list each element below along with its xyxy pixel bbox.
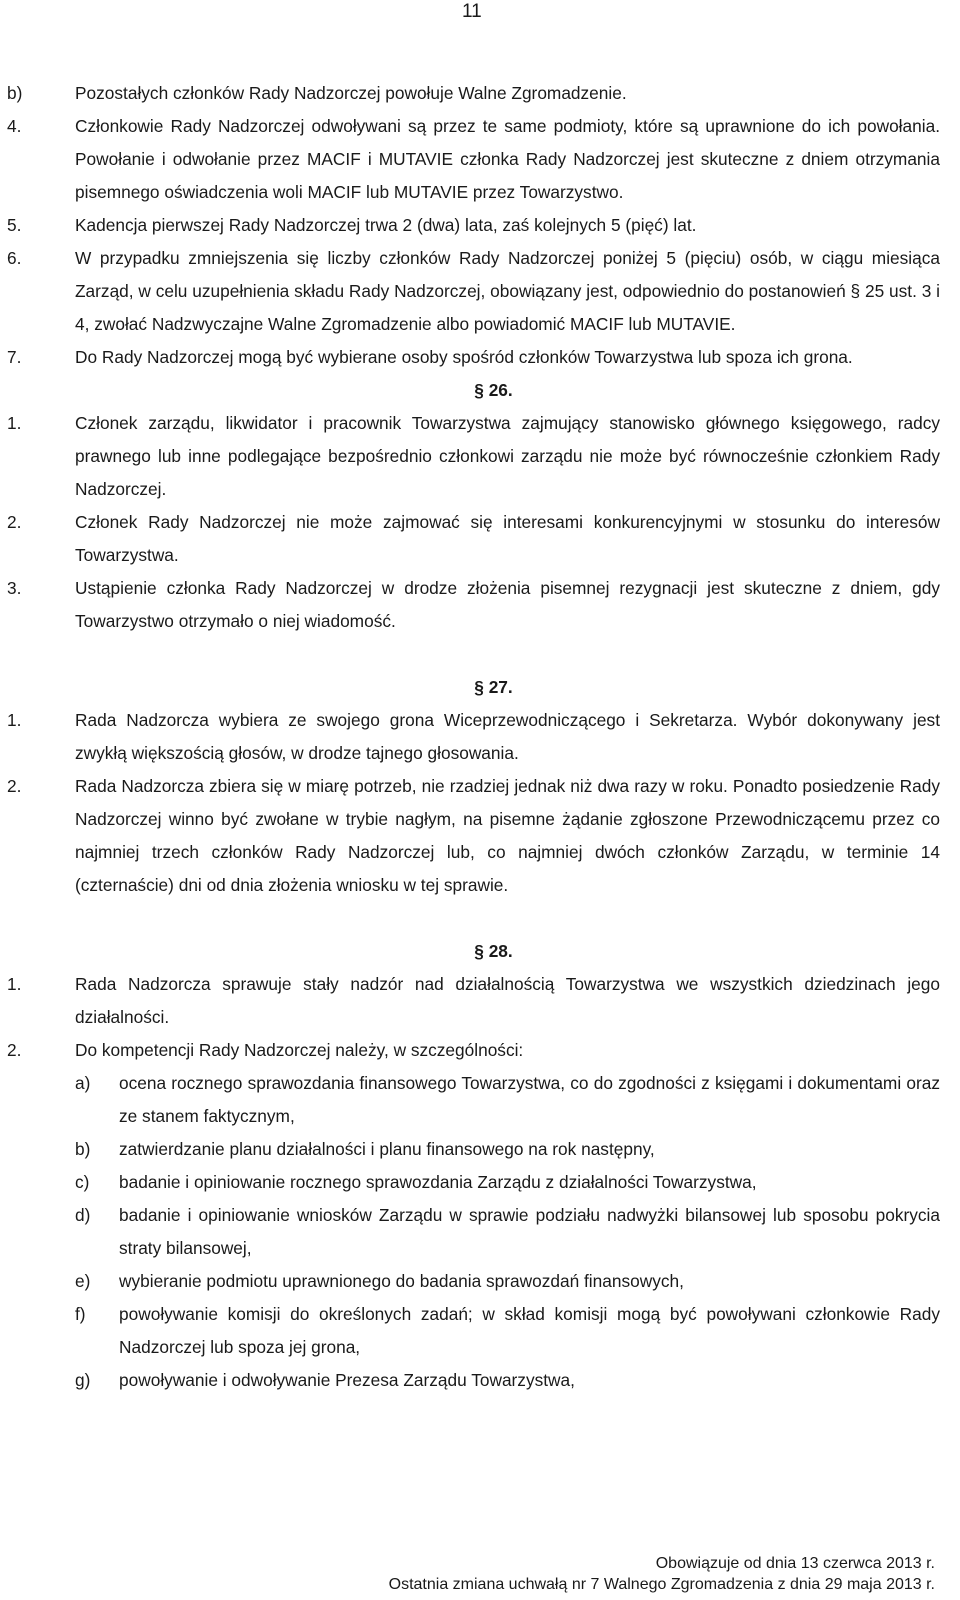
item-text: Rada Nadzorcza zbiera się w miarę potrzeb, nie rzadziej jednak niż dwa razy w roku. Ponadto posiedzenie Rady Nadzorczej winno być zwołane w trybie nagłym, na pisemne żądanie zgłoszone Przewodniczącemu przez co najmniej trzech członków Rady Nadzorczej lub, co najmniej dwóch członków Zarządu, w terminie 14 (czternaście) dni od dnia złożenia wniosku w tej sprawie. [75,776,940,895]
sub-item-text: zatwierdzanie planu działalności i planu finansowego na rok następny, [119,1139,655,1159]
sub-item-text: powoływanie komisji do określonych zadań; w skład komisji mogą być powoływani członkowie Rady Nadzorczej lub spoza jej grona, [119,1304,940,1357]
sub-item-letter: d) [75,1205,91,1225]
list-item [7,77,940,110]
item-number: 3. [7,578,22,598]
page-footer [389,1553,935,1595]
item-text: Do kompetencji Rady Nadzorczej należy, w szczególności: [75,1040,524,1060]
sub-item-text: badanie i opiniowanie wniosków Zarządu w sprawie podziału nadwyżki bilansowej lub sposobu pokrycia straty bilansowej, [119,1205,940,1258]
list-item [7,407,940,506]
page-number: 11 [462,1,482,22]
item-number: 4. [7,116,22,136]
item-number: 2. [7,1040,22,1060]
spacer [7,638,940,671]
sub-item-letter: a) [75,1073,91,1093]
item-text: Członkowie Rady Nadzorczej odwoływani są przez te same podmioty, które są uprawnione do ich powołania. Powołanie i odwołanie przez MACIF i MUTAVIE członka Rady Nadzorczej jest skuteczne z dniem otrzymania pisemnego oświadczenia woli MACIF lub MUTAVIE przez Towarzystwo. [75,116,940,202]
footer-effective-date: Obowiązuje od dnia 13 czerwca 2013 r. [655,1555,935,1572]
item-number: 7. [7,347,22,367]
sub-list-item [7,1166,940,1199]
list-item [7,770,940,902]
sub-list-item [7,1067,940,1133]
document-body [7,77,940,1397]
item-text: Kadencja pierwszej Rady Nadzorczej trwa 2 (dwa) lata, zaś kolejnych 5 (pięć) lat. [75,215,697,235]
sub-item-text: wybieranie podmiotu uprawnionego do badania sprawozdań finansowych, [119,1271,684,1291]
sub-item-text: badanie i opiniowanie rocznego sprawozdania Zarządu z działalności Towarzystwa, [119,1172,757,1192]
item-number: 6. [7,248,22,268]
list-item [7,110,940,209]
item-text: Do Rady Nadzorczej mogą być wybierane osoby spośród członków Towarzystwa lub spoza ich grona. [75,347,853,367]
sub-item-letter: b) [75,1139,91,1159]
sub-list-item [7,1133,940,1166]
sub-item-text: powoływanie i odwoływanie Prezesa Zarządu Towarzystwa, [119,1370,575,1390]
list-item [7,704,940,770]
item-text: Rada Nadzorcza sprawuje stały nadzór nad działalnością Towarzystwa we wszystkich dziedzinach jego działalności. [75,974,940,1027]
sub-list-item [7,1364,940,1397]
sub-list-item [7,1265,940,1298]
item-text: Ustąpienie członka Rady Nadzorczej w drodze złożenia pisemnej rezygnacji jest skuteczne z dniem, gdy Towarzystwo otrzymało o niej wiadomość. [75,578,940,631]
item-number: 2. [7,776,22,796]
list-item [7,1034,940,1067]
item-text: Pozostałych członków Rady Nadzorczej powołuje Walne Zgromadzenie. [75,83,627,103]
sub-item-letter: c) [75,1172,90,1192]
item-text: Rada Nadzorcza wybiera ze swojego grona Wiceprzewodniczącego i Sekretarza. Wybór dokonywany jest zwykłą większością głosów, w drodze tajnego głosowania. [75,710,940,763]
item-marker: b) [7,83,23,103]
list-item [7,572,940,638]
sub-item-letter: e) [75,1271,91,1291]
item-text: Członek zarządu, likwidator i pracownik Towarzystwa zajmujący stanowisko głównego księgowego, radcy prawnego lub inne podlegające bezpośrednio członkowi zarządu nie może być równocześnie członkiem Rady Nadzorczej. [75,413,940,499]
list-item [7,968,940,1034]
sub-item-letter: g) [75,1370,91,1390]
sub-item-letter: f) [75,1304,86,1324]
sub-list-item [7,1199,940,1265]
section-heading: § 28. [474,941,513,961]
spacer [7,902,940,935]
list-item [7,209,940,242]
section-heading: § 26. [474,380,513,400]
item-number: 1. [7,974,22,994]
list-item [7,242,940,341]
item-text: Członek Rady Nadzorczej nie może zajmować się interesami konkurencyjnymi w stosunku do interesów Towarzystwa. [75,512,940,565]
item-number: 5. [7,215,22,235]
section-heading: § 27. [474,677,513,697]
list-item [7,506,940,572]
item-number: 1. [7,413,22,433]
sub-list-item [7,1298,940,1364]
item-number: 2. [7,512,22,532]
footer-last-amendment: Ostatnia zmiana uchwałą nr 7 Walnego Zgromadzenia z dnia 29 maja 2013 r. [388,1576,935,1593]
item-number: 1. [7,710,22,730]
item-text: W przypadku zmniejszenia się liczby członków Rady Nadzorczej poniżej 5 (pięciu) osób, w ciągu miesiąca Zarząd, w celu uzupełnienia składu Rady Nadzorczej, obowiązany jest, odpowiednio do postanowień § 25 ust. 3 i 4, zwołać Nadzwyczajne Walne Zgromadzenie albo powiadomić MACIF lub MUTAVIE. [75,248,940,334]
sub-item-text: ocena rocznego sprawozdania finansowego Towarzystwa, co do zgodności z księgami i dokumentami oraz ze stanem faktycznym, [119,1073,940,1126]
list-item [7,341,940,374]
